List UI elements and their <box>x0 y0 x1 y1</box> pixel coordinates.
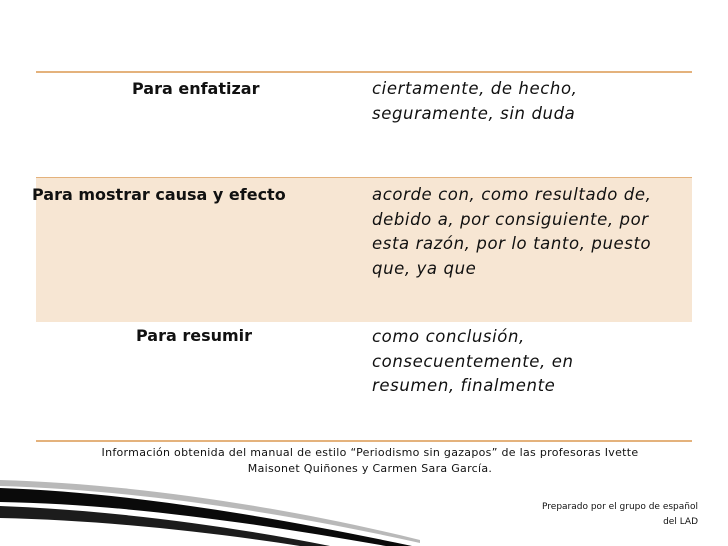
row-description <box>372 77 692 126</box>
row-term: Para resumir <box>136 326 253 345</box>
credit-note-line: del LAD <box>663 517 698 527</box>
row-description-line: esta razón, por lo tanto, puesto <box>372 234 652 253</box>
row-description <box>372 183 692 281</box>
table-row <box>36 322 692 440</box>
source-note-line: Información obtenida del manual de estilo “Periodismo sin gazapos” de las profesoras Ivette <box>101 446 639 459</box>
row-term: Para enfatizar <box>132 79 260 98</box>
row-description <box>372 325 692 399</box>
row-term: Para mostrar causa y efecto <box>32 185 286 204</box>
table-row <box>32 178 692 322</box>
row-description-line: seguramente, sin duda <box>372 103 576 123</box>
source-note-line: Maisonet Quiñones y Carmen Sara García. <box>247 462 493 475</box>
row-description-line: ciertamente, de hecho, <box>372 79 578 98</box>
credit-note <box>498 500 698 530</box>
row-description-line: debido a, por consiguiente, por <box>372 209 649 229</box>
row-description-line: acorde con, como resultado de, <box>372 185 652 204</box>
table-row <box>36 73 692 177</box>
row-description-line: que, ya que <box>372 258 477 278</box>
row-description-line: resumen, finalmente <box>372 376 556 395</box>
credit-note-line: Preparado por el grupo de español <box>542 502 698 512</box>
decorative-swoosh <box>0 470 420 546</box>
row-description-line: como conclusión, <box>372 327 525 346</box>
table-bottom-rule <box>36 440 692 442</box>
row-description-line: consecuentemente, en <box>372 351 574 371</box>
